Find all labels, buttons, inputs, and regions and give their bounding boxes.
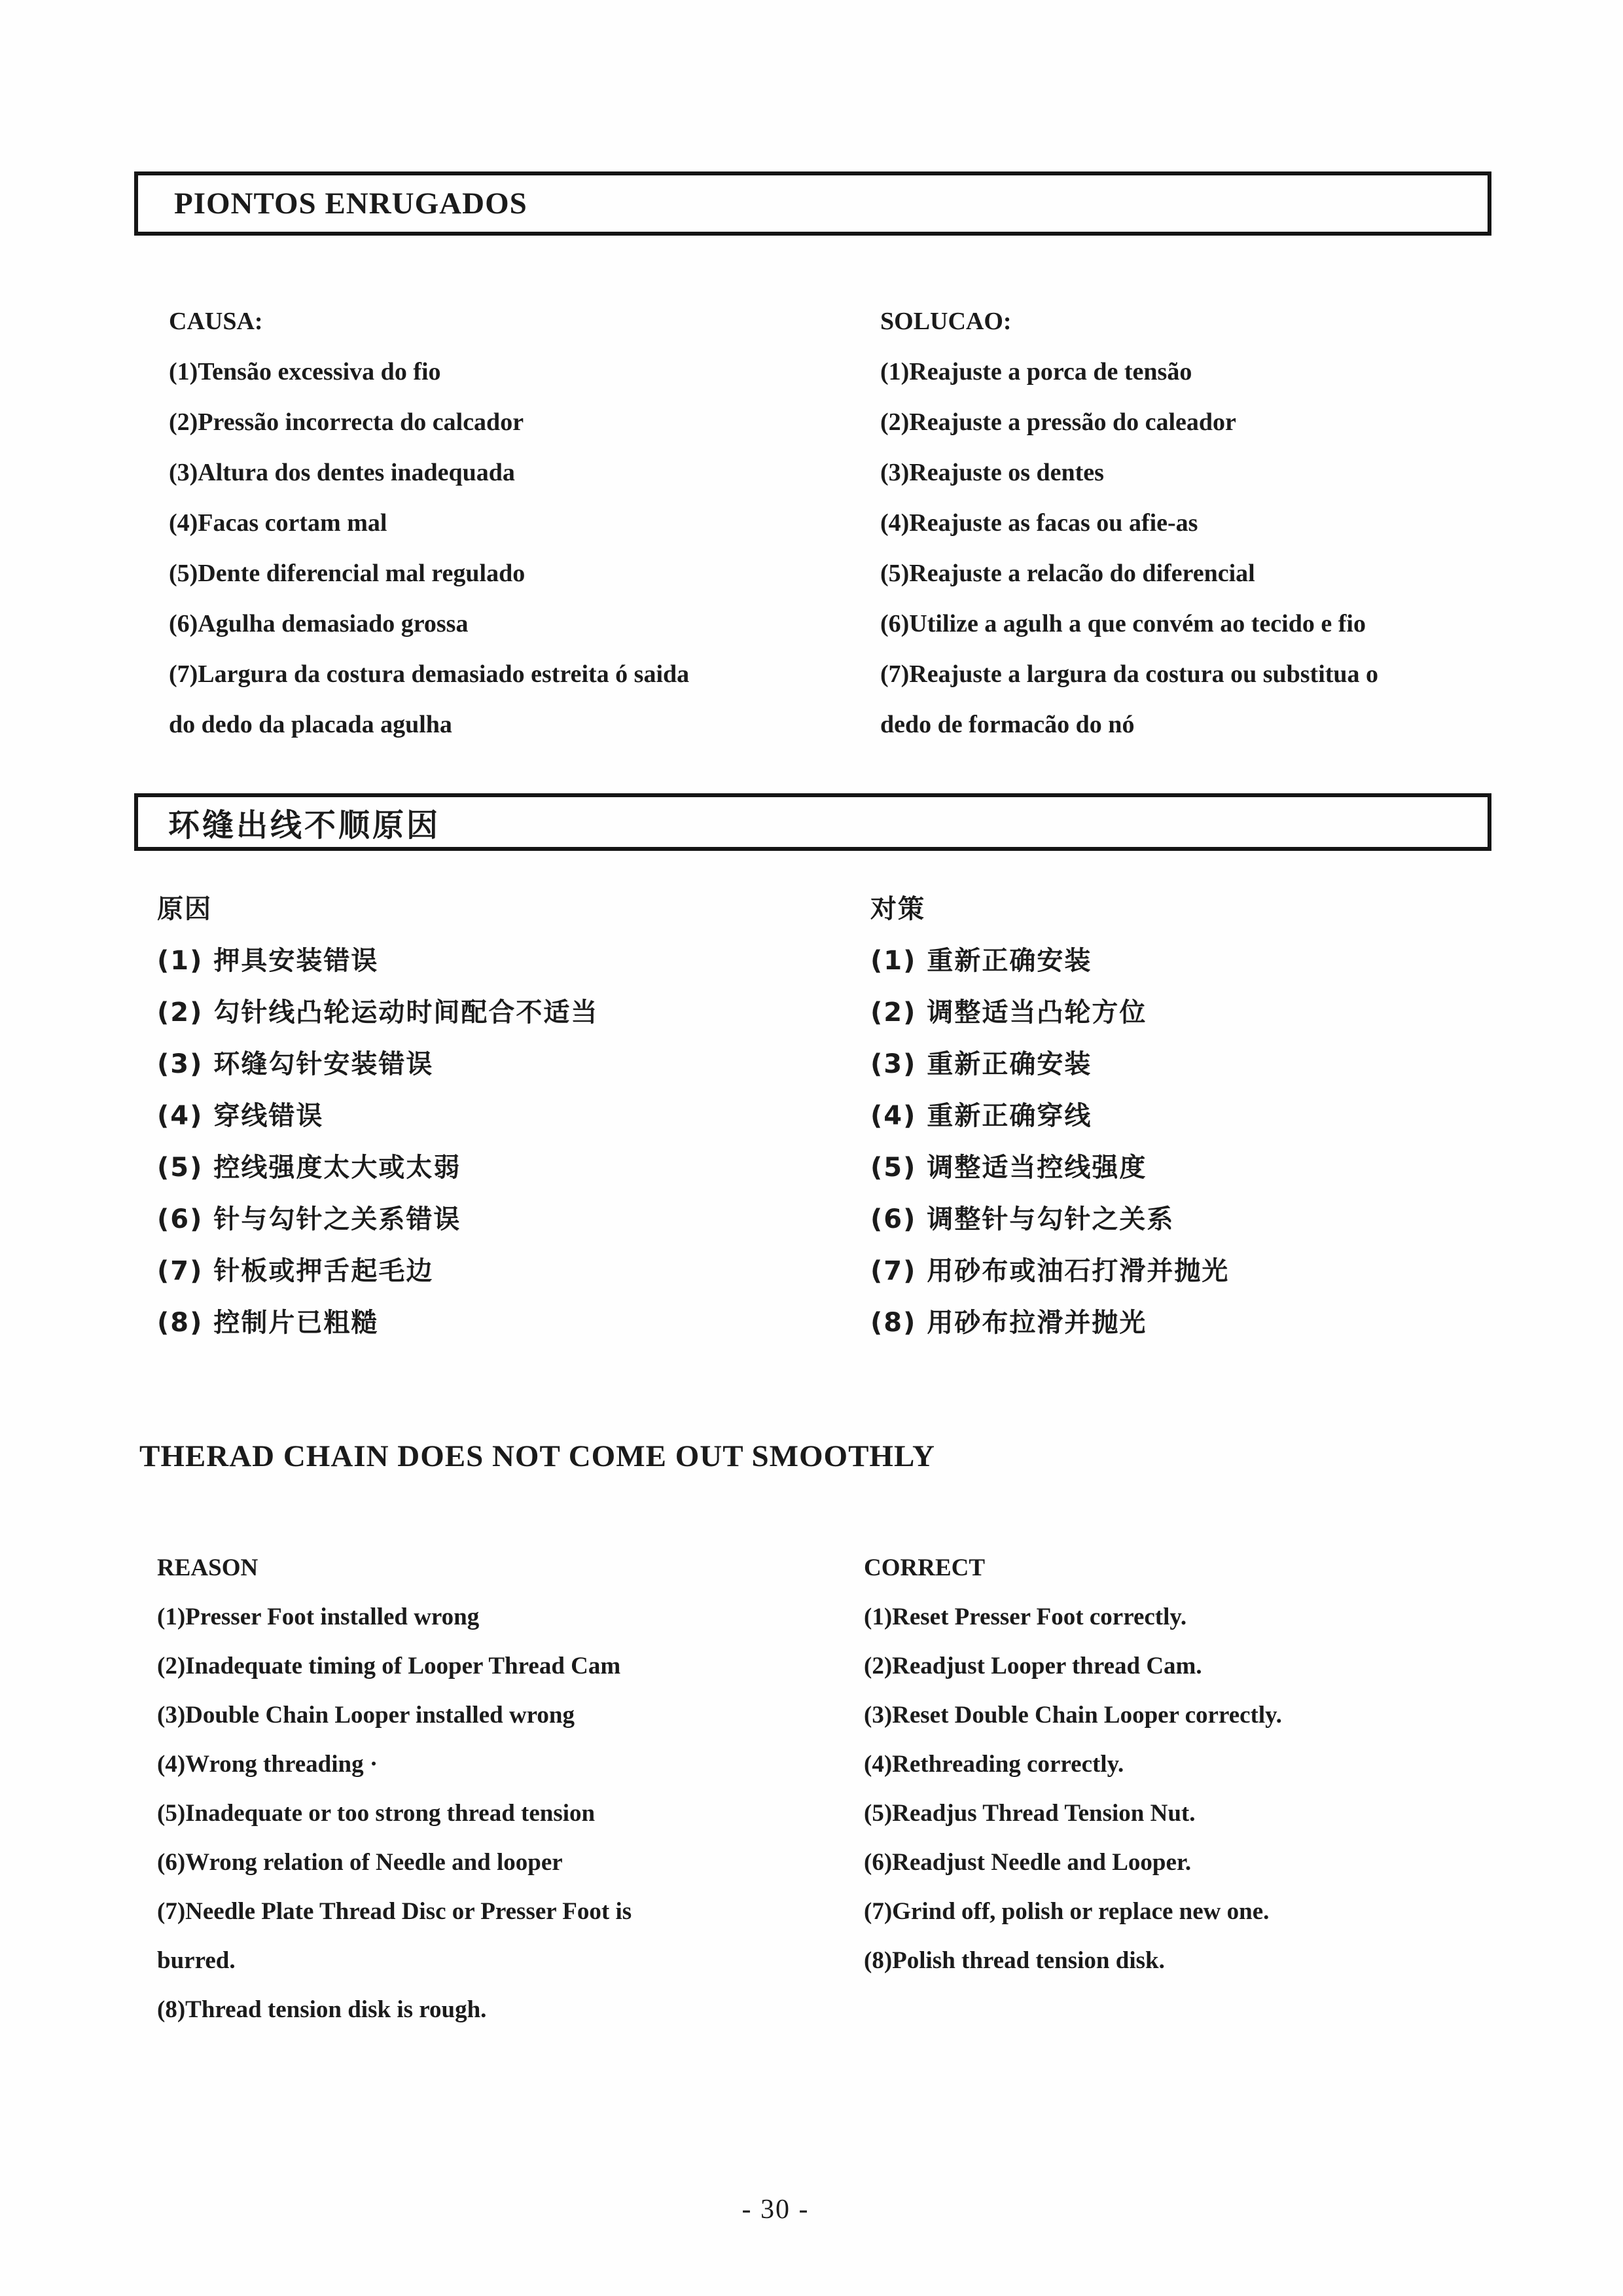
correct-item-english: (7)Grind off, polish or replace new one. <box>864 1898 1270 1925</box>
reason-item-english: (2)Inadequate timing of Looper Thread Cam <box>157 1653 621 1679</box>
reason-item-english: (7)Needle Plate Thread Disc or Presser Foot is <box>157 1898 632 1925</box>
correct-item-english: (1)Reset Presser Foot correctly. <box>864 1604 1187 1630</box>
correct-item-english: (3)Reset Double Chain Looper correctly. <box>864 1702 1282 1729</box>
correct-column-english <box>864 1543 1603 1985</box>
solucao-column <box>880 296 1607 749</box>
reason-item-english: (3)Double Chain Looper installed wrong <box>157 1702 575 1729</box>
remedy-item-chinese: (2) 调整适当凸轮方位 <box>870 997 1147 1028</box>
reason-item-english: (1)Presser Foot installed wrong <box>157 1604 480 1630</box>
causa-item: (3)Altura dos dentes inadequada <box>169 458 515 486</box>
reason-header-chinese: 原因 <box>157 894 212 924</box>
reason-item-continuation: burred. <box>157 1947 236 1974</box>
reason-item-chinese: (6) 针与勾针之关系错误 <box>157 1204 461 1234</box>
correct-item-english: (4)Rethreading correctly. <box>864 1751 1124 1778</box>
reason-column-chinese <box>157 881 857 1346</box>
reason-item-chinese: (2) 勾针线凸轮运动时间配合不适当 <box>157 997 599 1028</box>
causa-item: (6)Agulha demasiado grossa <box>169 609 469 637</box>
correct-item-english: (8)Polish thread tension disk. <box>864 1947 1165 1974</box>
section-title-portuguese: PIONTOS ENRUGADOS <box>174 187 527 221</box>
solucao-item: (7)Reajuste a largura da costura ou substitua o <box>880 660 1379 688</box>
remedy-item-chinese: (7) 用砂布或油石打滑并抛光 <box>870 1256 1230 1286</box>
reason-item-chinese: (7) 针板或押舌起毛边 <box>157 1256 434 1286</box>
solucao-item: (4)Reajuste as facas ou afie-as <box>880 509 1198 537</box>
solucao-item: (3)Reajuste os dentes <box>880 458 1104 486</box>
causa-item-continuation: do dedo da placada agulha <box>169 710 452 738</box>
solucao-item: (5)Reajuste a relacão do diferencial <box>880 559 1255 587</box>
reason-item-english: (6)Wrong relation of Needle and looper <box>157 1849 563 1876</box>
causa-item: (4)Facas cortam mal <box>169 509 387 537</box>
reason-item-chinese: (3) 环缝勾针安装错误 <box>157 1049 434 1079</box>
remedy-header-chinese: 对策 <box>870 894 925 924</box>
section-title-chinese: 环缝出线不顺原因 <box>168 806 441 844</box>
causa-item: (7)Largura da costura demasiado estreita ó saida <box>169 660 690 688</box>
reason-header-english: REASON <box>157 1554 259 1581</box>
reason-item-english: (4)Wrong threading · <box>157 1751 378 1778</box>
solucao-header: SOLUCAO: <box>880 307 1012 335</box>
reason-item-chinese: (4) 穿线错误 <box>157 1101 324 1131</box>
remedy-item-chinese: (3) 重新正确安装 <box>870 1049 1092 1079</box>
causa-column <box>169 296 869 749</box>
solucao-item: (2)Reajuste a pressão do caleador <box>880 408 1236 436</box>
solucao-item: (6)Utilize a agulh a que convém ao tecido e fio <box>880 609 1366 637</box>
reason-column-english <box>157 1543 864 2034</box>
section-title-box-chinese <box>134 793 1491 851</box>
correct-item-english: (2)Readjust Looper thread Cam. <box>864 1653 1202 1679</box>
reason-item-english: (5)Inadequate or too strong thread tension <box>157 1800 596 1827</box>
section-title-english: THERAD CHAIN DOES NOT COME OUT SMOOTHLY <box>139 1439 935 1473</box>
remedy-column-chinese <box>870 881 1603 1346</box>
page-number: - 30 - <box>741 2195 810 2225</box>
remedy-item-chinese: (4) 重新正确穿线 <box>870 1101 1092 1131</box>
solucao-item-continuation: dedo de formacão do nó <box>880 710 1135 738</box>
remedy-item-chinese: (8) 用砂布拉滑并抛光 <box>870 1308 1147 1338</box>
causa-item: (5)Dente diferencial mal regulado <box>169 559 526 587</box>
causa-header: CAUSA: <box>169 307 263 335</box>
remedy-item-chinese: (6) 调整针与勾针之关系 <box>870 1204 1175 1234</box>
section-title-box-portuguese <box>134 171 1491 236</box>
reason-item-chinese: (5) 控线强度太大或太弱 <box>157 1153 461 1183</box>
correct-item-english: (6)Readjust Needle and Looper. <box>864 1849 1192 1876</box>
remedy-item-chinese: (1) 重新正确安装 <box>870 946 1092 976</box>
solucao-item: (1)Reajuste a porca de tensão <box>880 357 1192 386</box>
reason-item-chinese: (1) 押具安装错误 <box>157 946 379 976</box>
reason-item-english: (8)Thread tension disk is rough. <box>157 1996 487 2023</box>
causa-item: (1)Tensão excessiva do fio <box>169 357 441 386</box>
reason-item-chinese: (8) 控制片已粗糙 <box>157 1308 379 1338</box>
causa-item: (2)Pressão incorrecta do calcador <box>169 408 524 436</box>
remedy-item-chinese: (5) 调整适当控线强度 <box>870 1153 1147 1183</box>
correct-item-english: (5)Readjus Thread Tension Nut. <box>864 1800 1196 1827</box>
correct-header-english: CORRECT <box>864 1554 986 1581</box>
